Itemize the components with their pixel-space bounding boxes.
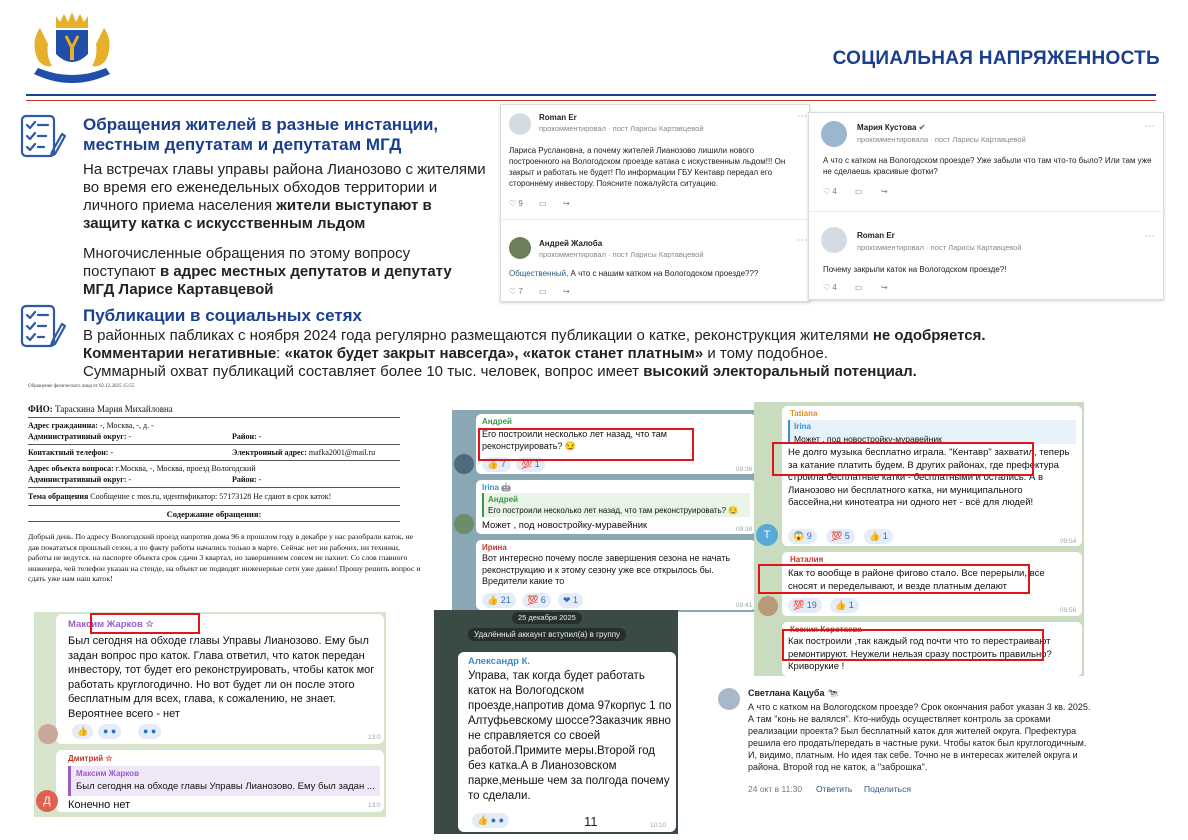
section1-p2-bold: в адрес местных депутатов и депутату МГД Ларисе Картавцевой	[83, 263, 452, 298]
comment-text	[509, 268, 799, 279]
message-author[interactable]: Андрей	[482, 417, 512, 426]
section2-l2-mid: :	[276, 345, 285, 362]
message-time: 13:0	[368, 734, 381, 741]
highlight-box	[758, 564, 1030, 594]
comment-icon[interactable]: ▭	[855, 283, 863, 292]
section2-line1	[83, 327, 1163, 345]
telegram-screenshot-4	[434, 610, 678, 834]
message-time: 09:41	[736, 602, 753, 609]
fio-value: Тараскина Мария Михайловна	[54, 404, 173, 414]
page-title: СОЦИАЛЬНАЯ НАПРЯЖЕННОСТЬ	[832, 48, 1160, 69]
phone-value: -	[110, 448, 114, 457]
comment-author[interactable]: Светлана Кацуба 🐄	[748, 688, 839, 698]
divider	[28, 521, 400, 522]
divider	[809, 211, 1165, 212]
comment-meta: прокомментировал · пост Ларисы Картавцевой	[857, 243, 1022, 252]
section2-line2	[83, 345, 1163, 363]
highlight-box	[772, 442, 1034, 476]
section2-l3-bold: высокий электоральный потенциал.	[643, 363, 917, 380]
reply-mention[interactable]: Общественный,	[509, 269, 569, 278]
telegram-screenshot-1	[34, 612, 386, 817]
message-author[interactable]: Irina 🤖	[482, 483, 512, 492]
comment-icon[interactable]: ▭	[855, 187, 863, 196]
comment-text: Лариса Руслановна, а почему жителей Лианозово лишили нового построенного на Вологодском проезде катака с искуственным льдом!!! Он закрыт и работать не будет! По информации ГБУ Кентавр передал его стороннему инвестору. Поясните пожалуйста ситуацию.	[509, 146, 786, 188]
reaction-100[interactable]: 💯 19	[788, 598, 822, 613]
like-button[interactable]	[509, 199, 523, 208]
section1-p1-bold: жители выступают в защиту катка с искусственным льдом	[83, 197, 432, 232]
like-count: 4	[832, 283, 837, 292]
content-text: Добрый день. По адресу Вологодский проезд напротив дома 96 в прошлом году в декабре у нас разобрали каток, не дав покататься прошлый сезон, а по факту работы начались только в марте. Сейчас нет ни рабочих, ни техники, работы не ведутся. на паспорте объекта срок сдачи 3 квартал, но завершением совсем не пахнет. Со слов главного инженера, чей телефон указан на стенде, на объект не подводят инженерные сети уже давно! Прошу решить вопрос и сдать уже нам наш каток!	[28, 532, 421, 583]
comment-meta: прокомментировал · пост Ларисы Картавцевой	[539, 124, 704, 133]
heart-icon: ♡	[823, 283, 831, 292]
avatar: Т	[756, 524, 778, 546]
quote-author: Максим Жарков	[76, 769, 139, 778]
message-author[interactable]: Ирина	[482, 543, 507, 552]
heart-icon: ♡	[823, 187, 831, 196]
reaction-100[interactable]: 💯 5	[826, 529, 855, 544]
message-text: Вот интересно почему после завершения сезона не начать реконструкцию и к этому сезону уже все открылось бы. Вредители какие то	[482, 553, 731, 586]
avatar	[821, 121, 847, 147]
appeal-document: Обращение физического лица от 02.12.2025 15:55 ФИО: Тараскина Мария Михайловна Адрес гражданина: -, Москва, -, д. - Административный округ: - Район: - Контактный телефон: - Электронный адрес: mafka2001@mail.ru Адрес объекта вопроса: г.Москва, -, Москва, проезд Вологодский Административный округ: - Район: - Тема обращения Сообщение с mos.ru, идентификатор: 57173128 Не сдают в срок каток! Содержание обращения: Добрый день. По адресу Вологодский проезд напротив дома 96 в прошлом году в декабре у нас разобрали каток, не дав покататься прошлый сезон, а по факту работы начались только в марте. Сейчас нет ни рабочих, ни техники, работы не ведутся. на паспорте объекта срок сдачи 3 квартал, но завершением совсем не пахнет. Со слов главного инженера, чей телефон указан на стенде, на объект не подводят инженерные сети уже давно! Прошу решить вопрос и сдать уже нам наш каток!	[0, 384, 440, 604]
reply-link[interactable]: Ответить	[816, 784, 853, 794]
content-title: Содержание обращения:	[166, 509, 262, 519]
message-time: 10:10	[650, 822, 667, 829]
share-icon[interactable]: ↪	[563, 287, 570, 296]
avatar	[454, 514, 474, 534]
system-message: Удалённый аккаунт вступил(а) в группу	[468, 628, 626, 641]
reaction-thumbs[interactable]: 👍 1	[830, 598, 859, 613]
vk-comment-svetlana	[712, 684, 1092, 799]
section2-l2-bold1: Комментарии негативные	[83, 345, 277, 362]
section2-line3	[83, 363, 1163, 381]
header-divider	[26, 94, 1156, 96]
telegram-screenshot-2	[452, 410, 758, 612]
message-text: Конечно нет	[68, 799, 131, 811]
quote-text: Может , под новостройку-муравейник	[794, 434, 942, 444]
object-address: г.Москва, -, Москва, проезд Вологодский	[115, 464, 256, 473]
reaction-100[interactable]: 💯 6	[522, 593, 551, 608]
message-time: 09:56	[1060, 607, 1077, 614]
message-text: Может , под новостройку-муравейник	[482, 520, 648, 531]
share-icon[interactable]: ↪	[563, 199, 570, 208]
section1-p1-text: На встречах главы управы района Лианозово с жителями во время его еженедельных обходов территории и личного приема населения	[83, 161, 486, 214]
reaction-100[interactable]: 💯 1	[516, 457, 545, 472]
reaction-avatars-2[interactable]: ● ●	[138, 724, 161, 739]
message-author[interactable]: Наталия	[790, 555, 824, 564]
section2-l1-text: В районных пабликах с ноября 2024 года регулярно размещаются публикации о катке, реконструкция жителями	[83, 327, 873, 344]
like-button[interactable]	[823, 283, 837, 292]
vk-comments-card-left	[500, 104, 810, 302]
document-header: Обращение физического лица от 02.12.2025 15:55	[28, 384, 135, 389]
comment-author[interactable]: Андрей Жалоба	[539, 239, 603, 248]
comment-meta: прокомментировала · пост Ларисы Картавцевой	[857, 135, 1026, 144]
comment-author[interactable]: Roman Er	[539, 113, 577, 122]
section2-heading: Публикации в социальных сетях	[83, 306, 363, 325]
section1-heading: Обращения жителей в разные инстанции, местным депутатам и депутатам МГД	[83, 115, 439, 154]
reaction-heart[interactable]: ❤ 1	[558, 593, 583, 608]
like-count: 9	[518, 199, 523, 208]
avatar	[821, 227, 847, 253]
like-count: 7	[518, 287, 523, 296]
comment-author[interactable]: Мария Кустова ✔	[857, 123, 926, 132]
comment-icon[interactable]: ▭	[539, 199, 547, 208]
more-icon[interactable]: ⋯	[1145, 231, 1155, 242]
comment-date: 24 окт в 11:30	[748, 784, 803, 794]
like-button[interactable]	[509, 287, 523, 296]
reaction-thumbs[interactable]: 👍	[72, 724, 93, 739]
divider	[28, 444, 400, 445]
date-badge: 25 декабря 2025	[512, 612, 582, 624]
avatar	[38, 724, 58, 744]
comment-text: А что с катком на Вологодском проезде? Уже забыли что там что-то было? Или там уже не сделаешь красивые фотки?	[823, 156, 1152, 176]
section1-paragraph1	[83, 161, 488, 233]
message-time: 09:36	[736, 466, 753, 473]
divider	[28, 505, 400, 506]
section1-p2-text: Многочисленные обращения по этому вопросу поступают	[83, 245, 411, 280]
avatar	[509, 113, 531, 135]
like-count: 4	[832, 187, 837, 196]
message-text: Управа, так когда будет работать каток на Вологодском проезде,напротив дома 97корпус 1 по Алтуфьевскому шоссе?Заказчик явно не справляется со своей работой.Примите меры.Второй год без катка.А в Лианозовском парке,меньше чем за полгода почему то сделали.	[468, 670, 672, 802]
message-time: 09:54	[1060, 538, 1077, 545]
message-time: 09:38	[736, 526, 753, 533]
reaction-avatars[interactable]: ● ●	[98, 724, 121, 739]
comment-author[interactable]: Roman Er	[857, 231, 895, 240]
reaction-thumbs[interactable]: 👍 7	[482, 457, 511, 472]
avatar: Д	[36, 790, 58, 812]
reaction-thumbs[interactable]: 👍 ● ●	[472, 813, 509, 828]
highlight-box	[90, 613, 200, 634]
more-icon[interactable]: ⋯	[797, 235, 807, 246]
section2-l3-text: Суммарный охват публикаций составляет более 10 тыс. человек, вопрос имеет	[83, 363, 644, 380]
message-text: Его построили несколько лет назад, что там реконструировать? 😏	[482, 429, 667, 451]
heart-icon: ♡	[509, 199, 517, 208]
section2-l2-post: и тому подобное.	[703, 345, 829, 362]
avatar	[509, 237, 531, 259]
message-author[interactable]: Максим Жарков ☆	[68, 619, 154, 630]
message-author[interactable]: Ксения Коротаева	[790, 625, 862, 634]
message-text: Не долго музыка бесплатно играла. "Кентавр" захватил, теперь за катание платить будем. В других районах, где префектура строила бесплатные катки - бесплатными и остались. А в Лианозово ни бесплатного катка, ни муниципального бассейна,ни кинотеатра ни одного нет - всё для людей!	[788, 447, 1070, 508]
comment-meta: прокомментировал · пост Ларисы Картавцевой	[539, 250, 704, 259]
message-author[interactable]: Дмитрий ☆	[68, 754, 113, 763]
section1-paragraph2	[83, 245, 483, 299]
reaction-thumbs[interactable]: 👍 1	[864, 529, 893, 544]
checklist-icon-2	[18, 302, 66, 350]
telegram-screenshot-3	[754, 402, 1084, 676]
vk-comments-card-right	[808, 112, 1164, 300]
avatar	[454, 454, 474, 474]
message-author[interactable]: Tatiana	[790, 409, 818, 418]
message-text: Как построили ,так каждый год почти что то перестраивают ремонтируют. Неужели нельзя сразу построить правильно? Криворукие !	[788, 636, 1052, 672]
comment-body: А что с нашим катком на Вологодском проезде???	[568, 269, 759, 278]
coat-of-arms-logo	[26, 8, 118, 88]
share-icon[interactable]: ↪	[881, 187, 888, 196]
section2-l1-bold: не одобряется.	[872, 327, 986, 344]
address-value: -, Москва, -, д. -	[99, 421, 154, 430]
more-icon[interactable]: ⋯	[797, 111, 807, 122]
more-icon[interactable]: ⋯	[1145, 121, 1155, 132]
divider	[28, 417, 400, 418]
divider	[28, 460, 400, 461]
highlight-box	[782, 629, 1044, 661]
reaction-thumbs[interactable]: 👍 21	[482, 593, 516, 608]
quote-text: Его построили несколько лет назад, что там реконструировать? 😏	[488, 506, 739, 515]
section2-l2-bold2: «каток будет закрыт навсегда», «каток станет платным»	[284, 345, 704, 362]
topic-value: Сообщение с mos.ru, идентификатор: 57173128 Не сдают в срок каток!	[90, 492, 332, 501]
email-value: mafka2001@mail.ru	[308, 448, 376, 457]
quote-text: Был сегодня на обходе главы Управы Лианозово. Ему был задан ...	[76, 781, 375, 792]
header-divider-accent	[26, 100, 1156, 101]
like-button[interactable]	[823, 187, 837, 196]
comment-text: Почему закрыли каток на Вологодском проезде?!	[823, 265, 1007, 274]
message-text: Был сегодня на обходе главы Управы Лианозово. Ему был задан вопрос про каток. Глава ответил, что каток передан инвестору, тот будет его реконструировать, чтобы каток мог работать круглогодично. Но вот будет ли он после этого бесплатным для всех, глава, к сожалению, не знает. Вероятнее всего - нет	[68, 635, 375, 720]
divider	[501, 219, 811, 220]
message-text: Как то вообще в районе фигово стало. Все перерыли, все сносят и переделывают, и везде платным делают	[788, 568, 1045, 592]
message-author[interactable]: Александр К.	[468, 656, 531, 667]
quote-author: Irina	[794, 422, 811, 431]
message-time: 13:0	[368, 802, 381, 809]
avatar	[718, 688, 740, 710]
avatar	[758, 596, 778, 616]
highlight-box	[478, 428, 694, 461]
divider	[28, 487, 400, 488]
comment-text: А что с катком на Вологодском проезде? Срок окончания работ указан 3 кв. 2025. А там "конь не валялся". Кто-нибудь осуществляет контроль за сроками реализации проекта? Был бесплатный каток для жителей округа. Префектура решила его продать/передать в частные руки. Чтобы каток был круглогодичным. И, видимо, платным. Но идея так себе. Точно не в интересах жителей округа и района. Второй год не каток, а "заброшка".	[748, 702, 1091, 772]
share-icon[interactable]: ↪	[881, 283, 888, 292]
heart-icon: ♡	[509, 287, 517, 296]
quote-author: Андрей	[488, 495, 518, 504]
page-number: 11	[584, 814, 598, 829]
share-link[interactable]: Поделиться	[864, 784, 911, 794]
checklist-icon	[18, 112, 66, 160]
comment-icon[interactable]: ▭	[539, 287, 547, 296]
reaction-scream[interactable]: 😱 9	[788, 529, 817, 544]
